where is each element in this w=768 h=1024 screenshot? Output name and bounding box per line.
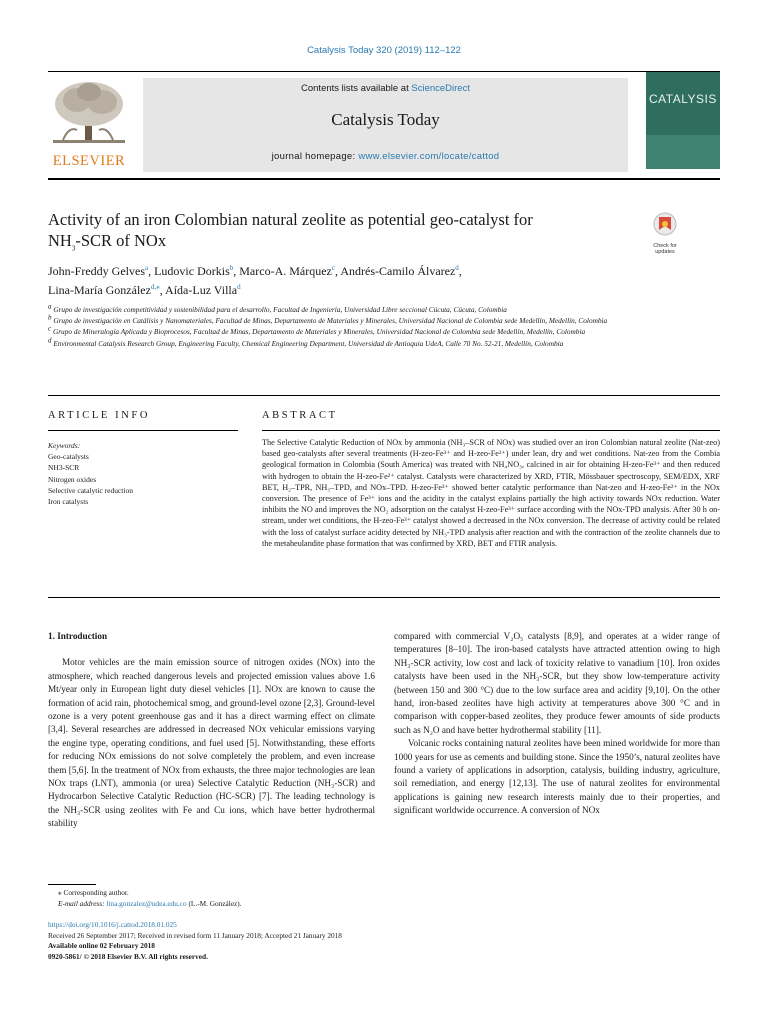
journal-masthead xyxy=(143,78,628,172)
journal-cover-thumbnail[interactable] xyxy=(646,72,720,169)
article-title: Activity of an iron Colombian natural zeolite as potential geo-catalyst for $NH_3$-SCR of NOx xyxy=(48,210,533,253)
sciencedirect-link[interactable]: ScienceDirect xyxy=(411,83,470,94)
corresponding-author-note: ⁎ Corresponding author. xyxy=(58,888,129,897)
author-list: John-Freddy Gelves$^a$, Ludovic Dorkis$^b$, Marco-A. Márquez$^c$, Andrés-Camilo Álvarez$^d$, Lina-María González$^{d,⁎}$, Aída-Luz Villa$^d$ xyxy=(48,264,462,297)
column-right xyxy=(394,630,720,818)
keyword: Geo-catalysts xyxy=(48,452,89,462)
affiliation: $^b$ Grupo de investigación en Catálisis y Nanomateriales, Facultad de Minas, Departamento de Materiales y Minerales, Universidad Nacional de Colombia sede Medellín, Medellín, Colombia xyxy=(48,313,608,326)
affiliation: $^c$ Grupo de Mineralogía Aplicada y Bioprocesos, Facultad de Minas, Departamento de Materiales y Minerales, Universidad Nacional de Colombia sede Medellín, Medellín, Colombia xyxy=(48,324,586,337)
masthead-rule xyxy=(48,178,720,180)
keyword: Iron catalysts xyxy=(48,497,89,507)
author-affil-mark[interactable]: d xyxy=(455,264,459,272)
paragraph: Motor vehicles are the main emission source of nitrogen oxides (NOx) into the atmosphere, which reached dangerous levels and projected emission values above 1.6 Mt/year only in European light duty diesel vehicles [1]. NOx are known to cause the formation of acid rain, photochemical smog, and ground-level ozone [2,3]. Ground-level ozone is a very potent greenhouse gas and it has a direct warming effect on climate [3,4]. Several researches are addressed in decreased NOx vehicular emissions varying the engine type, operating conditions, and fuel used [5]. Notwithstanding, these efforts for reducing NOx emissions do not solve completely the problem, and even increase them [5,6]. In the treatment of NOx from exhausts, the three major technologies are lean NOx traps (LNT), ammonia (or urea) Selective Catalytic Reduction (NH₃-SCR) and Hydrocarbon Selective Catalytic Reduction (HC-SCR) [7]. The leading technology is the NH₃-SCR using zeolites with Fe and Cu ions, which have better hydrothermal stability xyxy=(48,657,375,829)
paragraph: Volcanic rocks containing natural zeolites have been mined worldwide for more than 1000 years for use as cements and building stone. Since the 1950’s, natural zeolites have found a variety of applications in adsorption, catalysis, building industry, agriculture, soil remediation, and energy [12,13]. The use of natural zeolites for environmental applications is gaining new research interests mainly due to their properties, and significant worldwide occurrence. A conversion of NOx xyxy=(394,738,720,816)
column-left xyxy=(48,630,375,831)
abstract-rule xyxy=(262,430,720,431)
author-name[interactable]: John-Freddy Gelves xyxy=(48,264,145,278)
author-affil-mark[interactable]: b xyxy=(229,264,234,272)
check-for-updates-badge[interactable]: Check for updates xyxy=(646,212,684,250)
article-info-rule xyxy=(48,430,238,431)
author-affil-mark[interactable]: d,⁎ xyxy=(150,283,160,291)
available-online: Available online 02 February 2018 xyxy=(48,941,155,950)
homepage-link[interactable]: www.elsevier.com/locate/cattod xyxy=(358,151,500,162)
paragraph: compared with commercial V₂O₅ catalysts [8,9], and operates at a wider range of temperatures [8–10]. The iron-based catalysts have attracted attention owing to high NH₃-SCR activity, low cost and lack of toxicity relative to vanadium [10]. Iron oxides catalysts have been used in the NH₃-SCR, but they show low-temperature activity (between 150 and 300 °C) due to the low surface area and acidity [9,10]. On the other hand, iron-based zeolites have high activity at temperatures above 300 °C and in comparison with copper-based zeolites, they produce fewer amounts of side products such as N₂O and have better hydrothermal stability [11]. xyxy=(394,631,720,735)
keyword: Selective catalytic reduction xyxy=(48,485,133,495)
journal-homepage-line: journal homepage: www.elsevier.com/locate/cattod xyxy=(271,151,500,162)
affiliation: $^a$ Grupo de investigación competitividad y sostenibilidad para el desarrollo, Facultad de Ingeniería, Universidad Libre seccional Cúcuta, Cúcuta, Colombia xyxy=(48,302,507,314)
author-affil-mark[interactable]: a xyxy=(144,264,149,272)
received-dates: Received 26 September 2017; Received in revised form 11 January 2018; Accepted 21 January 2018 xyxy=(48,930,342,940)
author-name[interactable]: Lina-María González xyxy=(48,283,151,297)
author-name[interactable]: Aída-Luz Villa xyxy=(165,283,238,297)
abstract-bottom-rule xyxy=(48,597,720,598)
section-heading-introduction: 1. Introduction xyxy=(48,631,108,641)
elsevier-logo xyxy=(47,78,131,170)
copyright: 0920-5861/ © 2018 Elsevier B.V. All rights reserved. xyxy=(48,951,208,961)
author-name[interactable]: Marco-A. Márquez xyxy=(239,264,332,278)
keywords-label: Keywords: xyxy=(48,441,81,450)
keyword: NH3-SCR xyxy=(48,463,80,473)
abstract-text: The Selective Catalytic Reduction of NOx by ammonia (NH₃–SCR of NOx) was studied over an iron Colombian natural zeolite (Nat-zeo) based geo-catalysts after several treatments (H-zeo-Fe³⁺ and H-zeo-Fe²⁺) under lean, dry and wet conditions. Nat-zeo from the Combia geological formation in Colombia (South America) was treated with NH₄NO₃, calcined in air for obtaining H-zeo-Fe³⁺ and then reduced with hydrogen to obtain the H-zeo-Fe²⁺ catalyst. Catalysts were characterized by XRD, FTIR, Mössbauer spectroscopy, SEM/EDX, XRF BET, H₂–TPR, NH₃–TPD, and NOx–TPD. H-zeo-Fe³⁺ showed better catalytic performance than Nat-zeo and H-zeo-Fe²⁺ in the NOx conversion. The presence of Fe³⁺ ions and the acidity in the catalyst explains partially the high activity towards NOx reduction. Water inhibits the NO and improves the NO₂ adsorption on the catalyst H-zeo-Fe³⁺ surface according with the NOx-TPD analysis. After 30 h on-stream, under wet conditions, the H-zeo-Fe³⁺ catalyst showed a decreased in the NOx conversion. The decrease of activity could be related with the loss of catalyst surface acidity detected by NH₃-TPD analysis after reaction and with the contraction of the zeolite channels due to the metaheulandite phase formation that was confirmed by XRD, BET and FTIR analysis. xyxy=(262,438,720,548)
affiliations xyxy=(48,302,620,350)
article-info-heading: ARTICLE INFO xyxy=(48,410,151,421)
author-name[interactable]: Andrés-Camilo Álvarez xyxy=(340,264,456,278)
journal-reference[interactable]: Catalysis Today 320 (2019) 112–122 xyxy=(307,45,461,56)
article-metadata xyxy=(48,920,548,962)
footnote: ⁎ Corresponding author. E-mail address: lina.gonzalez@udea.edu.co (L.-M. González). xyxy=(58,888,458,909)
author-affil-mark[interactable]: c xyxy=(331,264,335,272)
crossmark-icon xyxy=(646,212,684,238)
journal-title[interactable]: Catalysis Today xyxy=(331,110,440,129)
top-rule xyxy=(48,71,720,72)
email-link[interactable]: lina.gonzalez@udea.edu.co xyxy=(106,898,187,908)
section-rule xyxy=(48,395,720,396)
author-name[interactable]: Ludovic Dorkis xyxy=(154,264,230,278)
keywords-block xyxy=(48,440,238,507)
abstract-heading: ABSTRACT xyxy=(262,410,338,421)
affiliation: $^d$ Environmental Catalysis Research Group, Engineering Faculty, Chemical Engineering Department, Universidad de Antioquia UdeA, Calle 70 No. 52-21, Medellín, Colombia xyxy=(48,336,564,348)
author-affil-mark[interactable]: d xyxy=(237,283,241,291)
contents-line: Contents lists available at ScienceDirect xyxy=(301,83,470,94)
cover-band xyxy=(646,135,720,169)
cover-title: CATALYSIS xyxy=(649,92,717,106)
elsevier-wordmark: ELSEVIER xyxy=(52,153,126,169)
keyword: Nitrogen oxides xyxy=(48,474,97,484)
footnote-rule xyxy=(48,884,96,885)
doi-link[interactable]: https://doi.org/10.1016/j.cattod.2018.01.025 xyxy=(48,920,177,929)
tree-icon xyxy=(47,78,131,146)
